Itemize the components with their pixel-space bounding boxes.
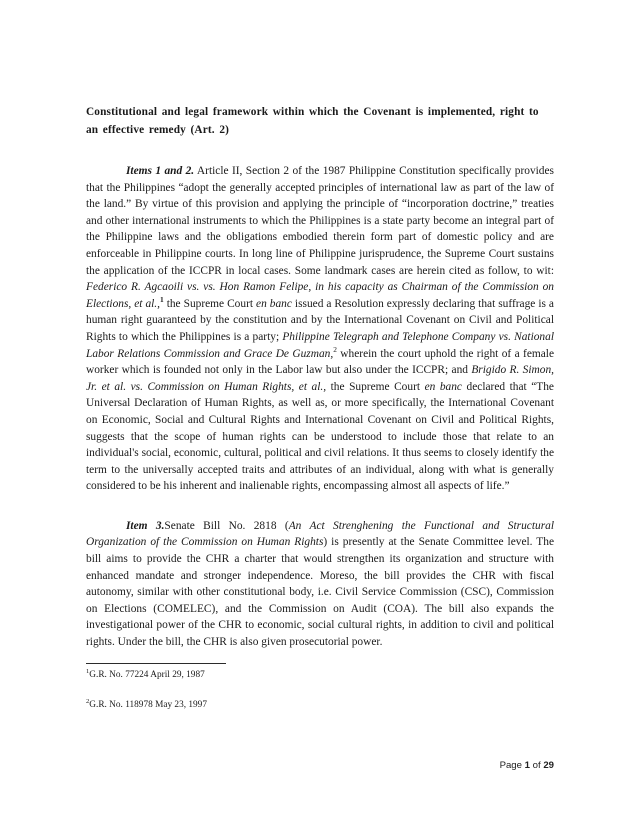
footnote-text: G.R. No. 118978 May 23, 1997 bbox=[89, 700, 207, 710]
case-citation: en banc bbox=[424, 380, 462, 393]
text-run: ) is presently at the Senate Committee level. The bill aims to provide the CHR a charter that would strengthen its organization and structure with enhanced mandate and stronger independence. Moreso, the bill provides the CHR with fiscal autonomy, similar with other constitutional body, i.e. Civil Service Commission (CSC), Commission on Elections (COMELEC), and the Commission on Audit (COA). The bill also expands the investigational power of the CHR to economic, social cultural rights, in addition to civil and political rights. Under the bill, the CHR is also given prosecutorial power. bbox=[86, 536, 554, 649]
text-run: Article II, Section 2 of the 1987 Philippine Constitution specifically provides that the Philippines “adopt the generally accepted principles of international law as part of the law of the land.” By virtue of this provision and applying the principle of “incorporation doctrine,” treaties and other international instruments to which the Philippines is a state party become an integral part of the Philippine laws and the obligations embodied therein form part of domestic policy and are enforceable in Philippine courts. In long line of Philippine jurisprudence, the Supreme Court sustains the application of the ICCPR in local cases. Some landmark cases are herein cited as follow, to wit: bbox=[86, 165, 554, 277]
case-citation: Brigido R. Simon, Jr. et al. vs. Commission on Human Rights, et al., bbox=[86, 364, 555, 393]
case-citation: An Act Strenghening the Functional and Structural Organization of the Commission on Human Rights bbox=[86, 519, 554, 549]
case-citation: en banc bbox=[256, 297, 292, 310]
paragraph-lead-label: Items 1 and 2. bbox=[126, 165, 195, 177]
footer-current-page: 1 bbox=[524, 760, 530, 771]
footnote-separator-rule bbox=[86, 663, 226, 664]
text-run: wherein the court uphold the right of a female worker which is founded not only in the Labor law but also under the ICCPR; and bbox=[86, 347, 555, 377]
footnote-2 bbox=[86, 699, 554, 712]
footnote-1 bbox=[86, 669, 554, 682]
footer-prefix: Page bbox=[499, 760, 525, 771]
text-run: Senate Bill No. 2818 ( bbox=[164, 519, 289, 532]
footer-middle: of bbox=[529, 760, 544, 771]
document-body bbox=[86, 104, 554, 651]
paragraph-text bbox=[86, 165, 554, 492]
case-citation: Philippine Telegraph and Telephone Company vs. National Labor Relations Commission and Grace De Guzman, bbox=[86, 330, 554, 360]
text-run: declared that “The Universal Declaration of Human Rights, as well as, or more specifically, the International Covenant on Economic, Social and Cultural Rights and International Covenant on Civil and Political Rights, suggests that the scope of human rights can be understood to include those that relate to an individual's social, economic, cultural, political and civil relations. It thus seems to closely identify the term to the universally accepted traits and attributes of an individual, along with what is generally considered to be his inherent and inalienable rights, encompassing almost all aspects of life.” bbox=[86, 380, 554, 493]
footnote-text: G.R. No. 77224 April 29, 1987 bbox=[89, 670, 205, 680]
paragraph-items-1-and-2 bbox=[86, 163, 554, 495]
footnotes-section bbox=[86, 663, 554, 712]
footnote-reference: 1 bbox=[160, 294, 164, 304]
page-title: Constitutional and legal framework within which the Covenant is implemented, right to an effective remedy (Art. 2) bbox=[86, 106, 539, 136]
footnote-reference: 2 bbox=[333, 344, 337, 354]
paragraph-lead-label: Item 3. bbox=[126, 519, 165, 532]
footnote-marker: 1 bbox=[86, 667, 90, 675]
text-run: the Supreme Court bbox=[163, 297, 257, 310]
paragraph-text bbox=[86, 520, 554, 648]
text-run: the Supreme Court bbox=[326, 380, 425, 393]
page-footer bbox=[0, 760, 554, 771]
text-run: issued a Resolution expressly declaring that suffrage is a human right guaranteed by the constitution and by the International Covenant on Civil and Political Rights to which the Philippines is a party; bbox=[86, 297, 554, 343]
case-citation: Federico R. Agcaoili vs. vs. Hon Ramon Felipe, in his capacity as Chairman of the Commission on Elections, et al., bbox=[86, 281, 554, 310]
footer-total-pages: 29 bbox=[543, 760, 554, 771]
footnote-marker: 2 bbox=[86, 697, 90, 705]
paragraph-item-3 bbox=[86, 518, 554, 651]
